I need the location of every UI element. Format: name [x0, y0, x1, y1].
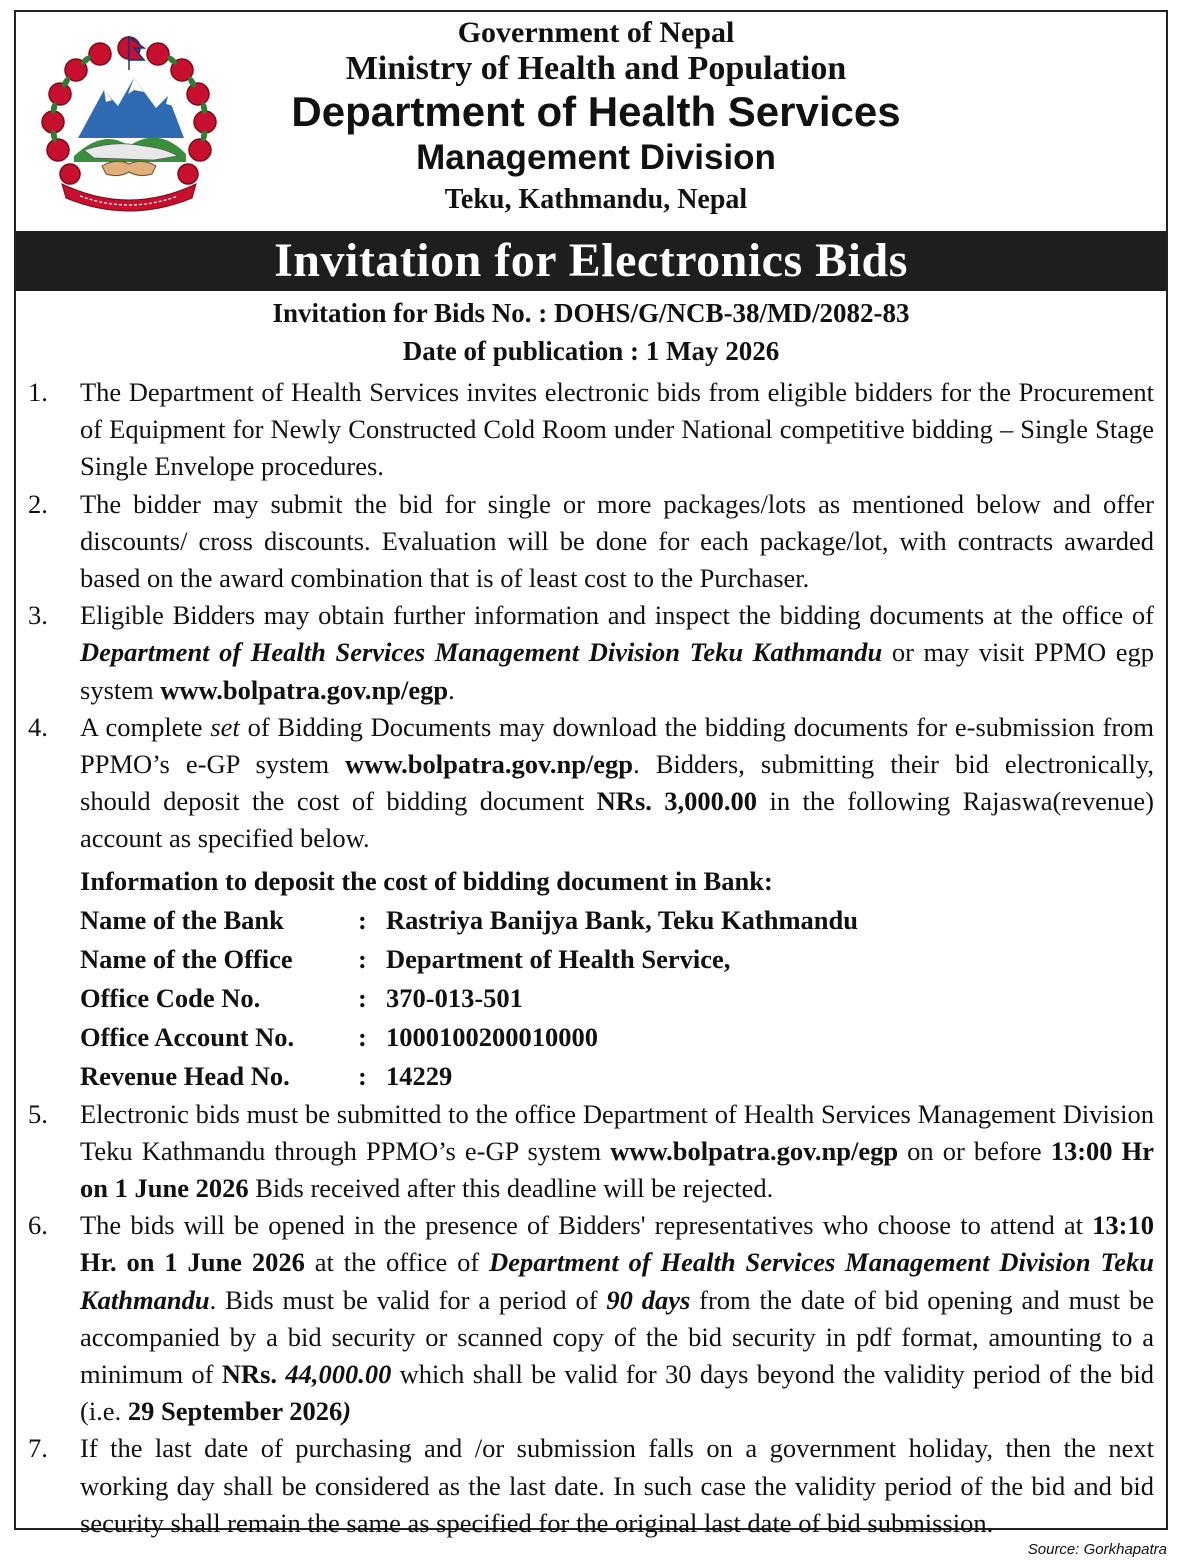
bank-colon: : — [358, 943, 367, 974]
bank-value: 14229 — [386, 1060, 453, 1091]
item-number: 1. — [28, 377, 48, 407]
bank-row — [80, 901, 1166, 940]
bank-label: Name of the Office — [80, 943, 293, 974]
security-amount: 44,000.00 — [285, 1359, 392, 1390]
office-name: Department of Health Services Management Division Teku Kathmandu — [80, 1247, 1155, 1315]
item-5 — [16, 1096, 1166, 1208]
set-word: set — [210, 711, 240, 742]
submission-deadline: 13:00 Hr on 1 June 2026 — [80, 1135, 1154, 1204]
bank-info — [16, 862, 1166, 1096]
item-text: . — [448, 674, 455, 705]
item-2 — [16, 486, 1166, 598]
address-line: Teku, Kathmandu, Nepal — [444, 184, 748, 215]
item-4 — [16, 709, 1166, 858]
item-number: 6. — [28, 1210, 48, 1241]
bank-colon: : — [358, 904, 367, 935]
item-number: 2. — [28, 488, 48, 519]
security-currency: NRs. — [221, 1359, 278, 1390]
publication-date-label: Date of publication : — [402, 336, 639, 366]
validity-period: 90 days — [606, 1284, 691, 1315]
source-credit: Source: Gorkhapatra — [1027, 1541, 1167, 1558]
bank-value: Rastriya Banijya Bank, Teku Kathmandu — [386, 904, 858, 935]
publication-date-line — [16, 336, 1166, 367]
item-text: The bidder may submit the bid for single or more packages/lots as mentioned below and offer discounts/ cross discounts. Evaluation will be done for each package/lot, with contracts awarded based on the award combination that is of least cost to the Purchaser. — [80, 488, 1154, 594]
bank-value: 1000100200010000 — [386, 1021, 598, 1052]
item-1 — [16, 374, 1166, 486]
bank-row — [80, 1018, 1166, 1057]
item-text: . Bids must be valid for a period of — [209, 1284, 598, 1315]
item-text: at the office of — [314, 1247, 480, 1278]
item-text: The Department of Health Services invites electronic bids from eligible bidders for the Procurement of Equipment for Newly Constructed Cold Room under National competitive bidding – Single Stage Single Envelope procedures. — [80, 377, 1154, 482]
notice-items — [16, 374, 1166, 1542]
egp-url: www.bolpatra.gov.np/egp — [610, 1135, 899, 1166]
bank-row — [80, 979, 1166, 1018]
bank-label: Office Code No. — [80, 982, 261, 1013]
bid-number-label: Invitation for Bids No. : — [272, 298, 548, 328]
bank-label: Revenue Head No. — [80, 1060, 290, 1091]
item-text: Electronic bids must be submitted to the office Department of Health Services Management Division Teku Kathmandu through PPMO’s e-GP system — [80, 1098, 1154, 1166]
item-text: Bids received after this deadline will be rejected. — [255, 1173, 774, 1204]
publication-date: 1 May 2026 — [645, 336, 780, 366]
bank-value: 370-013-501 — [386, 982, 523, 1013]
item-text: or may visit PPMO egp system — [80, 637, 1155, 705]
opening-time: 13:10 Hr. on 1 June 2026 — [80, 1210, 1154, 1278]
bid-number-line — [16, 298, 1166, 329]
department-line: Department of Health Services — [291, 88, 901, 135]
office-name: Department of Health Services Management Division Teku Kathmandu — [80, 637, 883, 668]
item-number: 3. — [28, 600, 48, 631]
item-number: 4. — [28, 711, 48, 742]
item-text: of Bidding Documents may download the bidding documents for e-submission from PPMO’s e-GP system — [80, 711, 1155, 780]
bank-label: Name of the Bank — [80, 904, 284, 935]
bank-colon: : — [358, 1021, 367, 1052]
item-text: on or before — [907, 1135, 1042, 1166]
item-text: ) — [342, 1396, 352, 1427]
ministry-line: Ministry of Health and Population — [345, 50, 847, 87]
item-number: 7. — [28, 1433, 48, 1464]
item-number: 5. — [28, 1098, 48, 1129]
bank-info-heading: Information to deposit the cost of bidding document in Bank: — [80, 865, 773, 896]
bank-row — [80, 1057, 1166, 1096]
bank-colon: : — [358, 982, 367, 1013]
bank-value: Department of Health Service, — [386, 943, 731, 974]
item-text: . Bidders, submitting their bid electronically, should deposit the cost of bidding document — [80, 749, 1155, 817]
notice-frame — [14, 10, 1168, 1538]
item-text: which shall be valid for 30 days beyond the validity period of the bid (i.e. — [80, 1359, 1155, 1427]
security-valid-date: 29 September 2026 — [127, 1396, 343, 1427]
egp-url: www.bolpatra.gov.np/egp — [160, 674, 449, 705]
item-text: If the last date of purchasing and /or submission falls on a government holiday, then the next working day shall be considered as the last date. In such case the validity period of the bid and bid security shall remain the same as specified for the original last date of bid submission. — [80, 1433, 1154, 1538]
bank-label: Office Account No. — [80, 1021, 295, 1052]
notice-header — [16, 12, 1166, 230]
egp-url: www.bolpatra.gov.np/egp — [345, 749, 634, 780]
government-line: Government of Nepal — [457, 16, 735, 49]
bid-number: DOHS/G/NCB-38/MD/2082-83 — [554, 298, 910, 328]
item-6 — [16, 1207, 1166, 1430]
division-line: Management Division — [416, 138, 776, 177]
nepal-emblem-icon — [34, 28, 224, 218]
bank-colon: : — [358, 1060, 367, 1091]
bank-row — [80, 940, 1166, 979]
item-3 — [16, 597, 1166, 709]
document-cost: NRs. 3,000.00 — [596, 786, 758, 817]
item-text: in the following Rajaswa(revenue) account as specified below. — [80, 786, 1154, 854]
item-text: A complete — [80, 711, 203, 742]
item-7 — [16, 1430, 1166, 1542]
notice-title: Invitation for Electronics Bids — [16, 231, 1166, 291]
item-text: from the date of bid opening and must be accompanied by a bid security or scanned copy of the bid security in pdf format, amounting to a minimum of — [80, 1284, 1155, 1390]
item-text: Eligible Bidders may obtain further information and inspect the bidding documents at the office of — [80, 600, 1154, 631]
item-text: The bids will be opened in the presence of Bidders' representatives who choose to attend at — [80, 1210, 1084, 1241]
